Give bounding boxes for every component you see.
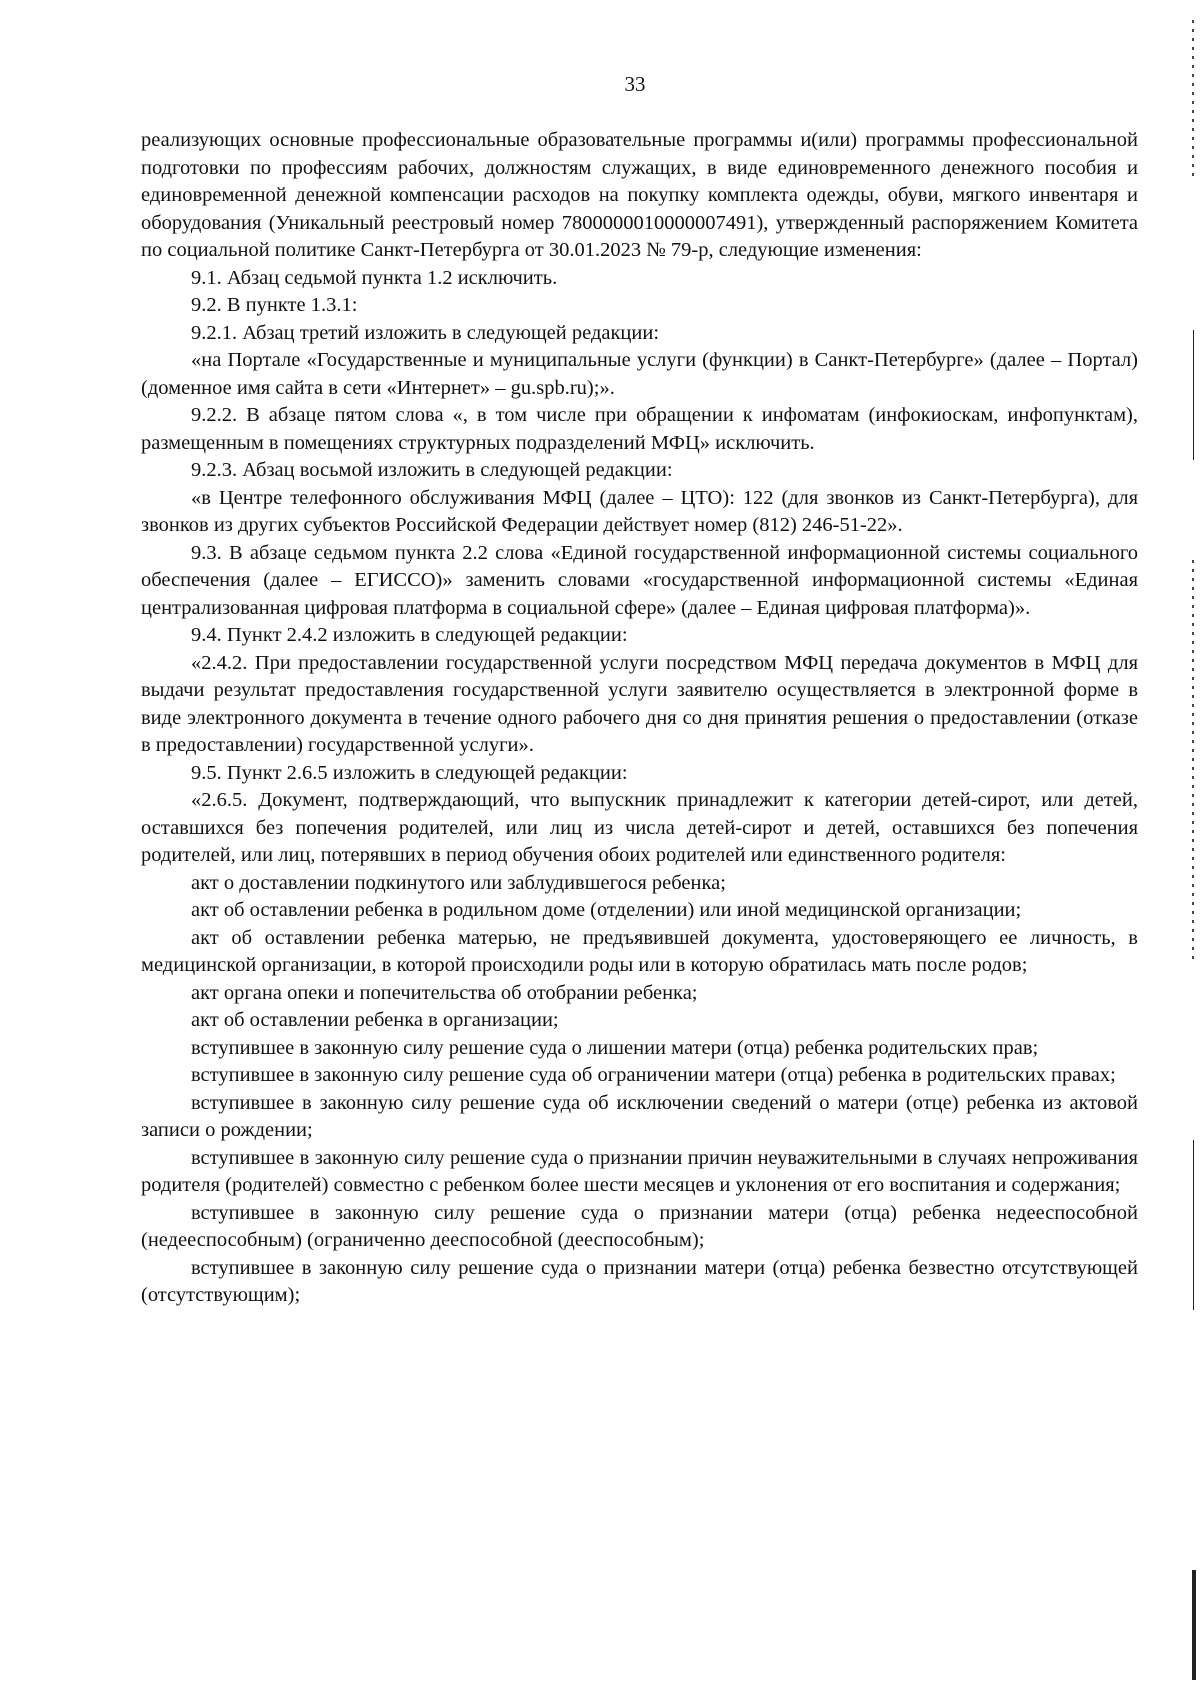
scan-edge-artifact (1192, 560, 1194, 960)
list-item: вступившее в законную силу решение суда о лишении матери (отца) ребенка родительских прав; (191, 1036, 1039, 1059)
paragraph-cto-quote: «в Центре телефонного обслуживания МФЦ (далее – ЦТО): 122 (для звонков из Санкт-Петербурга), для звонков из других субъектов Российской Федерации действует номер (812) 246-51-22». (141, 486, 1138, 536)
list-item: акт об оставлении ребенка в организации; (191, 1009, 559, 1031)
paragraph-9-1: 9.1. Абзац седьмой пункта 1.2 исключить. (191, 266, 558, 289)
list-item: вступившее в законную силу решение суда о признании матери (отца) ребенка безвестно отсутствующей (отсутствующим); (141, 1256, 1138, 1306)
paragraph-9-5: 9.5. Пункт 2.6.5 изложить в следующей редакции: (191, 761, 628, 784)
paragraph-9-2-1: 9.2.1. Абзац третий изложить в следующей редакции: (191, 321, 660, 344)
page-number: 33 (624, 72, 646, 96)
list-item: акт об оставлении ребенка в родильном доме (отделении) или иной медицинской организации; (191, 899, 1022, 921)
list-item: акт об оставлении ребенка матерью, не предъявившей документа, удостоверяющего ее личность, в медицинской организации, в которой происходили роды или в которую обратилась мать после родов; (141, 926, 1138, 976)
list-item: акт органа опеки и попечительства об отобрании ребенка; (191, 981, 698, 1004)
paragraph-9-2-3: 9.2.3. Абзац восьмой изложить в следующей редакции: (191, 459, 673, 481)
list-item: вступившее в законную силу решение суда об ограничении матери (отца) ребенка в родительских правах; (191, 1064, 1116, 1086)
paragraph-2-6-5-quote: «2.6.5. Документ, подтверждающий, что выпускник принадлежит к категории детей-сирот, или детей, оставшихся без попечения родителей, или лиц из числа детей-сирот и детей, оставшихся без попечения родителей, или лиц, потерявших в период обучения обоих родителей или единственного родителя: (141, 789, 1138, 866)
list-item: вступившее в законную силу решение суда о признании причин неуважительными в случаях непроживания родителя (родителей) совместно с ребенком более шести месяцев и уклонения от его воспитания и содержания; (141, 1146, 1138, 1196)
document-body (141, 127, 1138, 1310)
paragraph-9-4: 9.4. Пункт 2.4.2 изложить в следующей редакции: (191, 624, 628, 646)
scan-edge-artifact (1193, 330, 1194, 460)
paragraph-2-4-2-quote: «2.4.2. При предоставлении государственной услуги посредством МФЦ передача документов в МФЦ для выдачи результат предоставления государственной услуги заявителю осуществляется в электронной форме в виде электронного документа в течение одного рабочего дня со дня принятия решения о предоставлении (отказе в предоставлении) государственной услуги». (141, 651, 1138, 756)
scan-edge-artifact (1192, 1570, 1196, 1680)
list-item: вступившее в законную силу решение суда о признании матери (отца) ребенка недееспособной (недееспособным) (ограниченно дееспособной (дееспособным); (141, 1201, 1138, 1251)
list-item: вступившее в законную силу решение суда об исключении сведений о матери (отце) ребенка из актовой записи о рождении; (141, 1091, 1138, 1141)
scan-edge-artifact (1193, 1140, 1194, 1310)
scan-edge-artifact (1192, 20, 1194, 180)
list-item: акт о доставлении подкинутого или заблудившегося ребенка; (191, 871, 726, 894)
paragraph-portal-quote: «на Портале «Государственные и муниципальные услуги (функции) в Санкт-Петербурге» (далее – Портал) (доменное имя сайта в сети «Интернет» – gu.spb.ru);». (141, 349, 1138, 399)
paragraph-9-2: 9.2. В пункте 1.3.1: (191, 294, 358, 316)
paragraph-9-2-2: 9.2.2. В абзаце пятом слова «, в том числе при обращении к инфоматам (инфокиоскам, инфопунктам), размещенным в помещениях структурных подразделений МФЦ» исключить. (141, 404, 1138, 454)
paragraph-intro: реализующих основные профессиональные образовательные программы и(или) программы профессиональной подготовки по профессиям рабочих, должностям служащих, в виде единовременного денежного пособия и единовременной денежной компенсации расходов на покупку комплекта одежды, обуви, мягкого инвентаря и оборудования (Уникальный реестровый номер 7800000010000007491), утвержденный распоряжением Комитета по социальной политике Санкт-Петербурга от 30.01.2023 № 79-р, следующие изменения: (141, 129, 1138, 261)
paragraph-9-3: 9.3. В абзаце седьмом пункта 2.2 слова «Единой государственной информационной системы социального обеспечения (далее – ЕГИССО)» заменить словами «государственной информационной системы «Единая централизованная цифровая платформа в социальной сфере» (далее – Единая цифровая платформа)». (141, 541, 1138, 619)
